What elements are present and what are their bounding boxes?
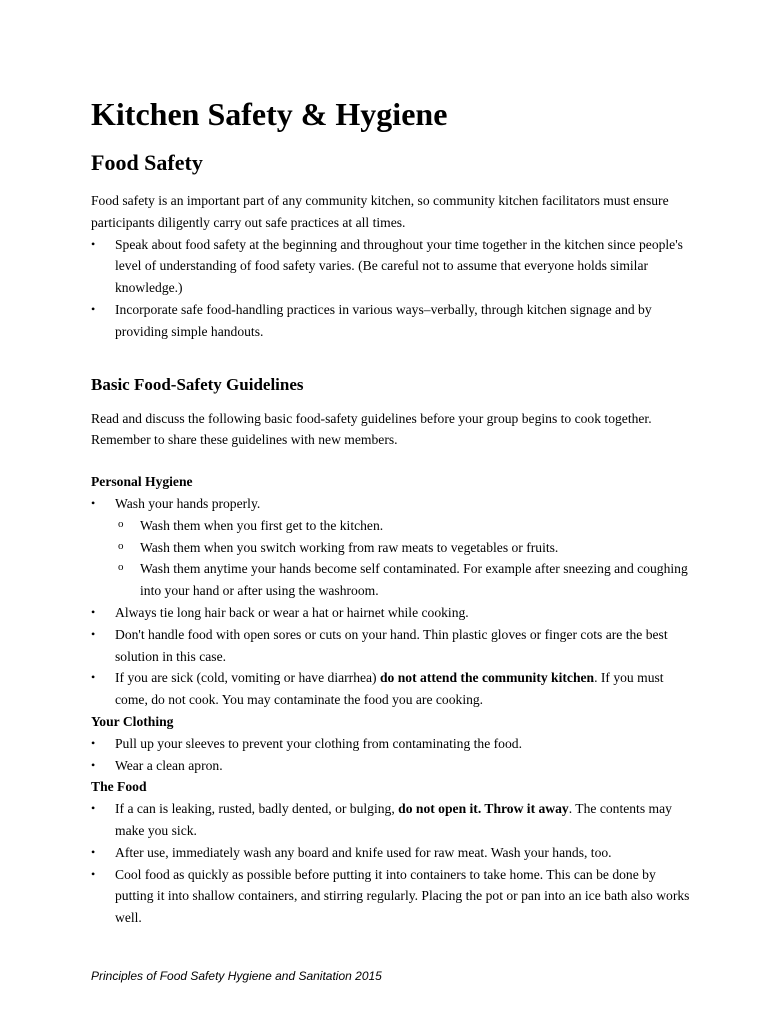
can-warning-bold: do not open it. Throw it away [398, 801, 569, 817]
food-safety-intro: Food safety is an important part of any community kitchen, so community kitchen facilitators must ensure participants diligently carry out safe practices at all times. [91, 193, 669, 230]
list-item: • Pull up your sleeves to prevent your clothing from contaminating the food. [91, 733, 691, 755]
guidelines-intro: Read and discuss the following basic food-safety guidelines before your group begins to cook together. Remember to share these guidelines with new members. [91, 410, 652, 448]
list-item [91, 667, 691, 711]
personal-hygiene-list [91, 493, 691, 515]
sick-warning-bold: do not attend the community kitchen [379, 670, 595, 686]
food-list [91, 798, 691, 929]
list-item: • Cool food as quickly as possible before putting it into containers to take home. This can be done by putting it into shallow containers, and stirring regularly. Placing the pot or pan into an ice bath also works well. [91, 864, 691, 929]
list-item [91, 493, 691, 515]
personal-hygiene-list-continued [91, 602, 691, 711]
sublist-item: o Wash them when you first get to the kitchen. [91, 515, 691, 537]
document-body [91, 94, 691, 929]
subheading-the-food: The Food [91, 779, 147, 795]
section-heading-guidelines: Basic Food-Safety Guidelines [91, 374, 304, 394]
section-heading-food-safety: Food Safety [91, 150, 203, 175]
list-item: • Always tie long hair back or wear a hat or hairnet while cooking. [91, 602, 691, 624]
subheading-your-clothing: Your Clothing [91, 713, 174, 729]
clothing-list [91, 733, 691, 777]
list-item: • After use, immediately wash any board and knife used for raw meat. Wash your hands, too. [91, 842, 691, 864]
food-safety-list [91, 234, 691, 343]
sublist-item: o Wash them anytime your hands become self contaminated. For example after sneezing and coughing into your hand or after using the washroom. [91, 558, 691, 602]
sublist-item: o Wash them when you switch working from raw meats to vegetables or fruits. [91, 537, 691, 559]
subheading-personal-hygiene: Personal Hygiene [91, 474, 193, 490]
can-text-start: If a can is leaking, rusted, badly dented, or bulging, [115, 801, 399, 817]
list-item: • Wear a clean apron. [91, 755, 691, 777]
wash-hands-sublist [91, 515, 691, 602]
list-item: • Don't handle food with open sores or cuts on your hand. Thin plastic gloves or finger cots are the best solution in this case. [91, 624, 691, 668]
page-footer: Principles of Food Safety Hygiene and Sanitation 2015 [91, 969, 382, 983]
can-text-end: . The contents may make you sick. [115, 801, 672, 838]
sick-text-end: . If you must come, do not cook. You may contaminate the food you are cooking. [115, 670, 664, 708]
sick-text-start: If you are sick (cold, vomiting or have diarrhea) [115, 670, 380, 686]
wash-hands-text: Wash your hands properly. [115, 495, 261, 511]
page-title: Kitchen Safety & Hygiene [91, 96, 448, 132]
list-item [91, 798, 691, 842]
list-item: • Incorporate safe food-handling practices in various ways–verbally, through kitchen signage and by providing simple handouts. [91, 299, 691, 343]
list-item: • Speak about food safety at the beginning and throughout your time together in the kitchen since people's level of understanding of food safety varies. (Be careful not to assume that everyone holds similar knowledge.) [91, 234, 691, 299]
